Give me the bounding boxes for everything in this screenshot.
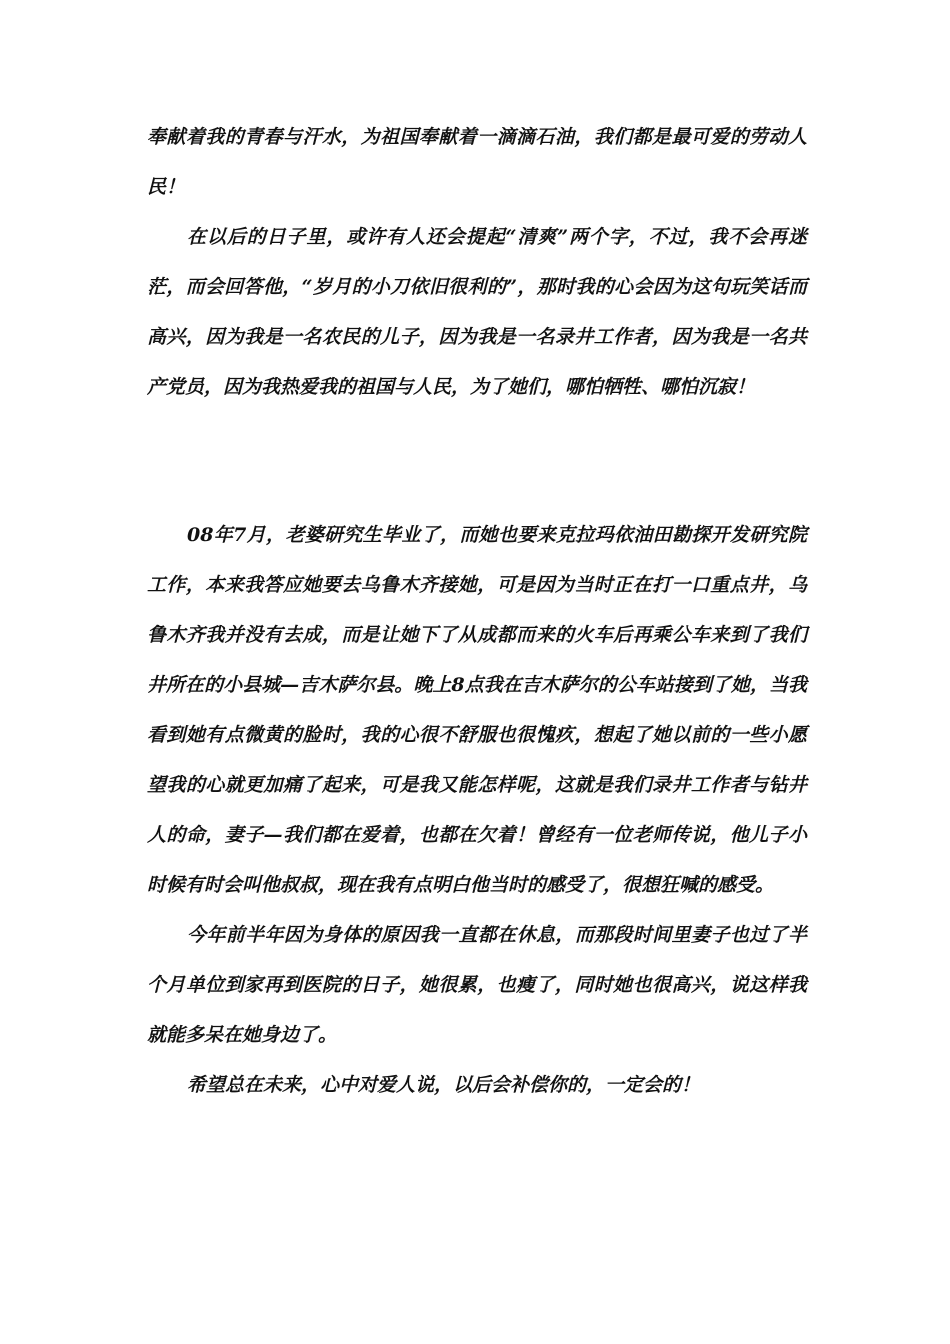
paragraph-wife-graduation: 08年7月，老婆研究生毕业了，而她也要来克拉玛依油田勘探开发研究院工作，本来我答应她要去乌鲁木齐接她，可是因为当时正在打一口重点井，乌鲁木齐我并没有去成，而是让她下了从成都而来的火车后再乘公车来到了我们井所在的小县城—吉木萨尔县。晚上8点我在吉木萨尔的公车站接到了她，当我看到她有点微黄的脸时，我的心很不舒服也很愧疚，想起了她以前的一些小愿望我的心就更加痛了起来，可是我又能怎样呢，这就是我们录井工作者与钻井人的命，妻子—我们都在爱着，也都在欠着！曾经有一位老师传说，他儿子小时候有时会叫他叔叔，现在我有点明白他当时的感受了，很想狂喊的感受。 <box>147 524 807 896</box>
paragraph-rest-period: 今年前半年因为身体的原因我一直都在休息，而那段时间里妻子也过了半个月单位到家再到医院的日子，她很累，也瘦了，同时她也很高兴，说这样我就能多呆在她身边了。 <box>147 924 807 1046</box>
paragraph-future-days: 在以后的日子里，或许有人还会提起“清爽”两个字，不过，我不会再迷茫，而会回答他，“岁月的小刀依旧很利的”，那时我的心会因为这句玩笑话而高兴，因为我是一名农民的儿子，因为我是一名录井工作者，因为我是一名共产党员，因为我热爱我的祖国与人民，为了她们，哪怕牺牲、哪怕沉寂！ <box>147 226 807 398</box>
text-section-2 <box>147 510 807 1110</box>
paragraph-hope: 希望总在未来，心中对爱人说，以后会补偿你的，一定会的！ <box>187 1074 701 1096</box>
text-section-1 <box>147 112 807 412</box>
paragraph-continuation: 奉献着我的青春与汗水，为祖国奉献着一滴滴石油，我们都是最可爱的劳动人民！ <box>147 126 807 198</box>
